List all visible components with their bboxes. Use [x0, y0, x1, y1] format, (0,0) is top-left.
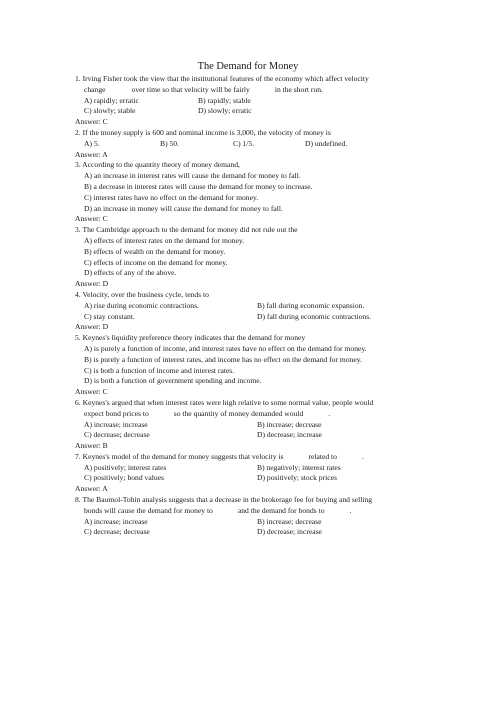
question-list — [75, 74, 422, 538]
option-d: D) decrease; increase — [257, 527, 322, 537]
option-b: B) fall during economic expansion. — [257, 300, 365, 310]
option-row — [75, 96, 422, 107]
answer-line: Answer: C — [75, 214, 108, 224]
option-d: D) decrease; increase — [257, 430, 322, 440]
option-c: C) is both a function of income and interest rates. — [84, 365, 235, 375]
option-d: D) fall during economic contractions. — [257, 311, 372, 321]
answer-line: Answer: C — [75, 387, 108, 397]
option-row — [75, 463, 422, 474]
option-a: A) positively; interest rates — [84, 462, 167, 472]
answer-line: Answer: D — [75, 322, 109, 332]
question-stem: 1. Irving Fisher took the view that the institutional features of the economy which affect velocity — [75, 74, 369, 83]
option-b: B) increase; decrease — [257, 516, 322, 526]
option-row — [75, 527, 422, 538]
question-1 — [75, 74, 422, 128]
question-6 — [75, 398, 422, 452]
question-stem: 4. Velocity, over the business cycle, tends to — [75, 289, 209, 299]
option-c: C) interest rates have no effect on the demand for money. — [84, 192, 259, 202]
option-c: C) slowly; stable — [84, 106, 136, 116]
option-b: B) negatively; interest rates — [257, 462, 341, 472]
option-row — [75, 517, 422, 528]
option-b: B) effects of wealth on the demand for money. — [84, 246, 226, 256]
option-b: B) a decrease in interest rates will cause the demand for money to increase. — [84, 181, 313, 191]
question-4 — [75, 290, 422, 333]
question-stem-continued: change over time so that velocity will be fairly in the short run. — [84, 84, 323, 94]
option-row — [75, 106, 422, 117]
option-d: D) positively; stock prices — [257, 473, 337, 483]
option-c: C) decrease; decrease — [84, 527, 150, 537]
option-c: C) effects of income on the demand for money. — [84, 257, 228, 267]
option-a: A) increase; increase — [84, 419, 148, 429]
option-d: D) undefined. — [305, 138, 348, 148]
answer-line: Answer: B — [75, 441, 108, 451]
option-row — [75, 301, 422, 312]
option-a: A) 5. — [84, 138, 100, 148]
question-7 — [75, 452, 422, 495]
option-a: A) effects of interest rates on the demand for money. — [84, 235, 245, 245]
answer-line: Answer: A — [75, 484, 108, 494]
option-b: B) rapidly; stable — [198, 95, 251, 105]
option-a: A) increase; increase — [84, 516, 148, 526]
option-b: B) increase; decrease — [257, 419, 322, 429]
option-d: D) slowly; erratic — [198, 106, 252, 116]
option-c: C) positively; bond values — [84, 473, 164, 483]
question-stem: 5. Keynes's liquidity preference theory indicates that the demand for money — [75, 333, 306, 343]
question-stem: 2. If the money supply is 600 and nominal income is 3,000, the velocity of money is — [75, 127, 331, 137]
question-stem: 7. Keynes's model of the demand for money suggests that velocity is related to . — [75, 451, 364, 461]
option-c: C) stay constant. — [84, 311, 135, 321]
option-row — [75, 139, 422, 150]
answer-line: Answer: D — [75, 279, 109, 289]
option-a: A) an increase in interest rates will cause the demand for money to fall. — [84, 171, 301, 181]
option-b: B) is purely a function of interest rates, and income has no effect on the demand for money. — [84, 354, 362, 364]
option-a: A) rise during economic contractions. — [84, 300, 199, 310]
option-a: A) is purely a function of income, and interest rates have no effect on the demand for money. — [84, 343, 367, 353]
option-row — [75, 473, 422, 484]
option-c: C) decrease; decrease — [84, 430, 150, 440]
question-8 — [75, 495, 422, 538]
option-row — [75, 430, 422, 441]
page-title: The Demand for Money — [197, 61, 299, 72]
option-row — [75, 312, 422, 323]
answer-line: Answer: A — [75, 149, 108, 159]
question-2 — [75, 128, 422, 160]
question-stem: 6. Keynes's argued that when interest rates were high relative to some normal value, people would — [75, 397, 374, 407]
option-row — [75, 420, 422, 431]
option-d: D) effects of any of the above. — [84, 268, 177, 278]
question-3-cambridge — [75, 225, 422, 290]
option-a: A) rapidly; erratic — [84, 95, 139, 105]
question-stem-continued: expect bond prices to so the quantity of money demanded would . — [84, 408, 331, 418]
option-d: D) an increase in money will cause the demand for money to fall. — [84, 203, 283, 213]
option-b: B) 50. — [160, 138, 179, 148]
question-stem: 3. According to the quantity theory of money demand, — [75, 160, 240, 170]
option-d: D) is both a function of government spending and income. — [84, 376, 262, 386]
question-stem: 3. The Cambridge approach to the demand for money did not rule out the — [75, 225, 298, 235]
question-stem: 8. The Baumol-Tobin analysis suggests that a decrease in the brokerage fee for buying and selling — [75, 495, 373, 505]
question-stem-continued: bonds will cause the demand for money to and the demand for bonds to . — [84, 505, 352, 515]
answer-line: Answer: C — [75, 117, 108, 127]
question-5 — [75, 333, 422, 398]
question-3 — [75, 160, 422, 225]
option-c: C) 1/5. — [233, 138, 255, 148]
